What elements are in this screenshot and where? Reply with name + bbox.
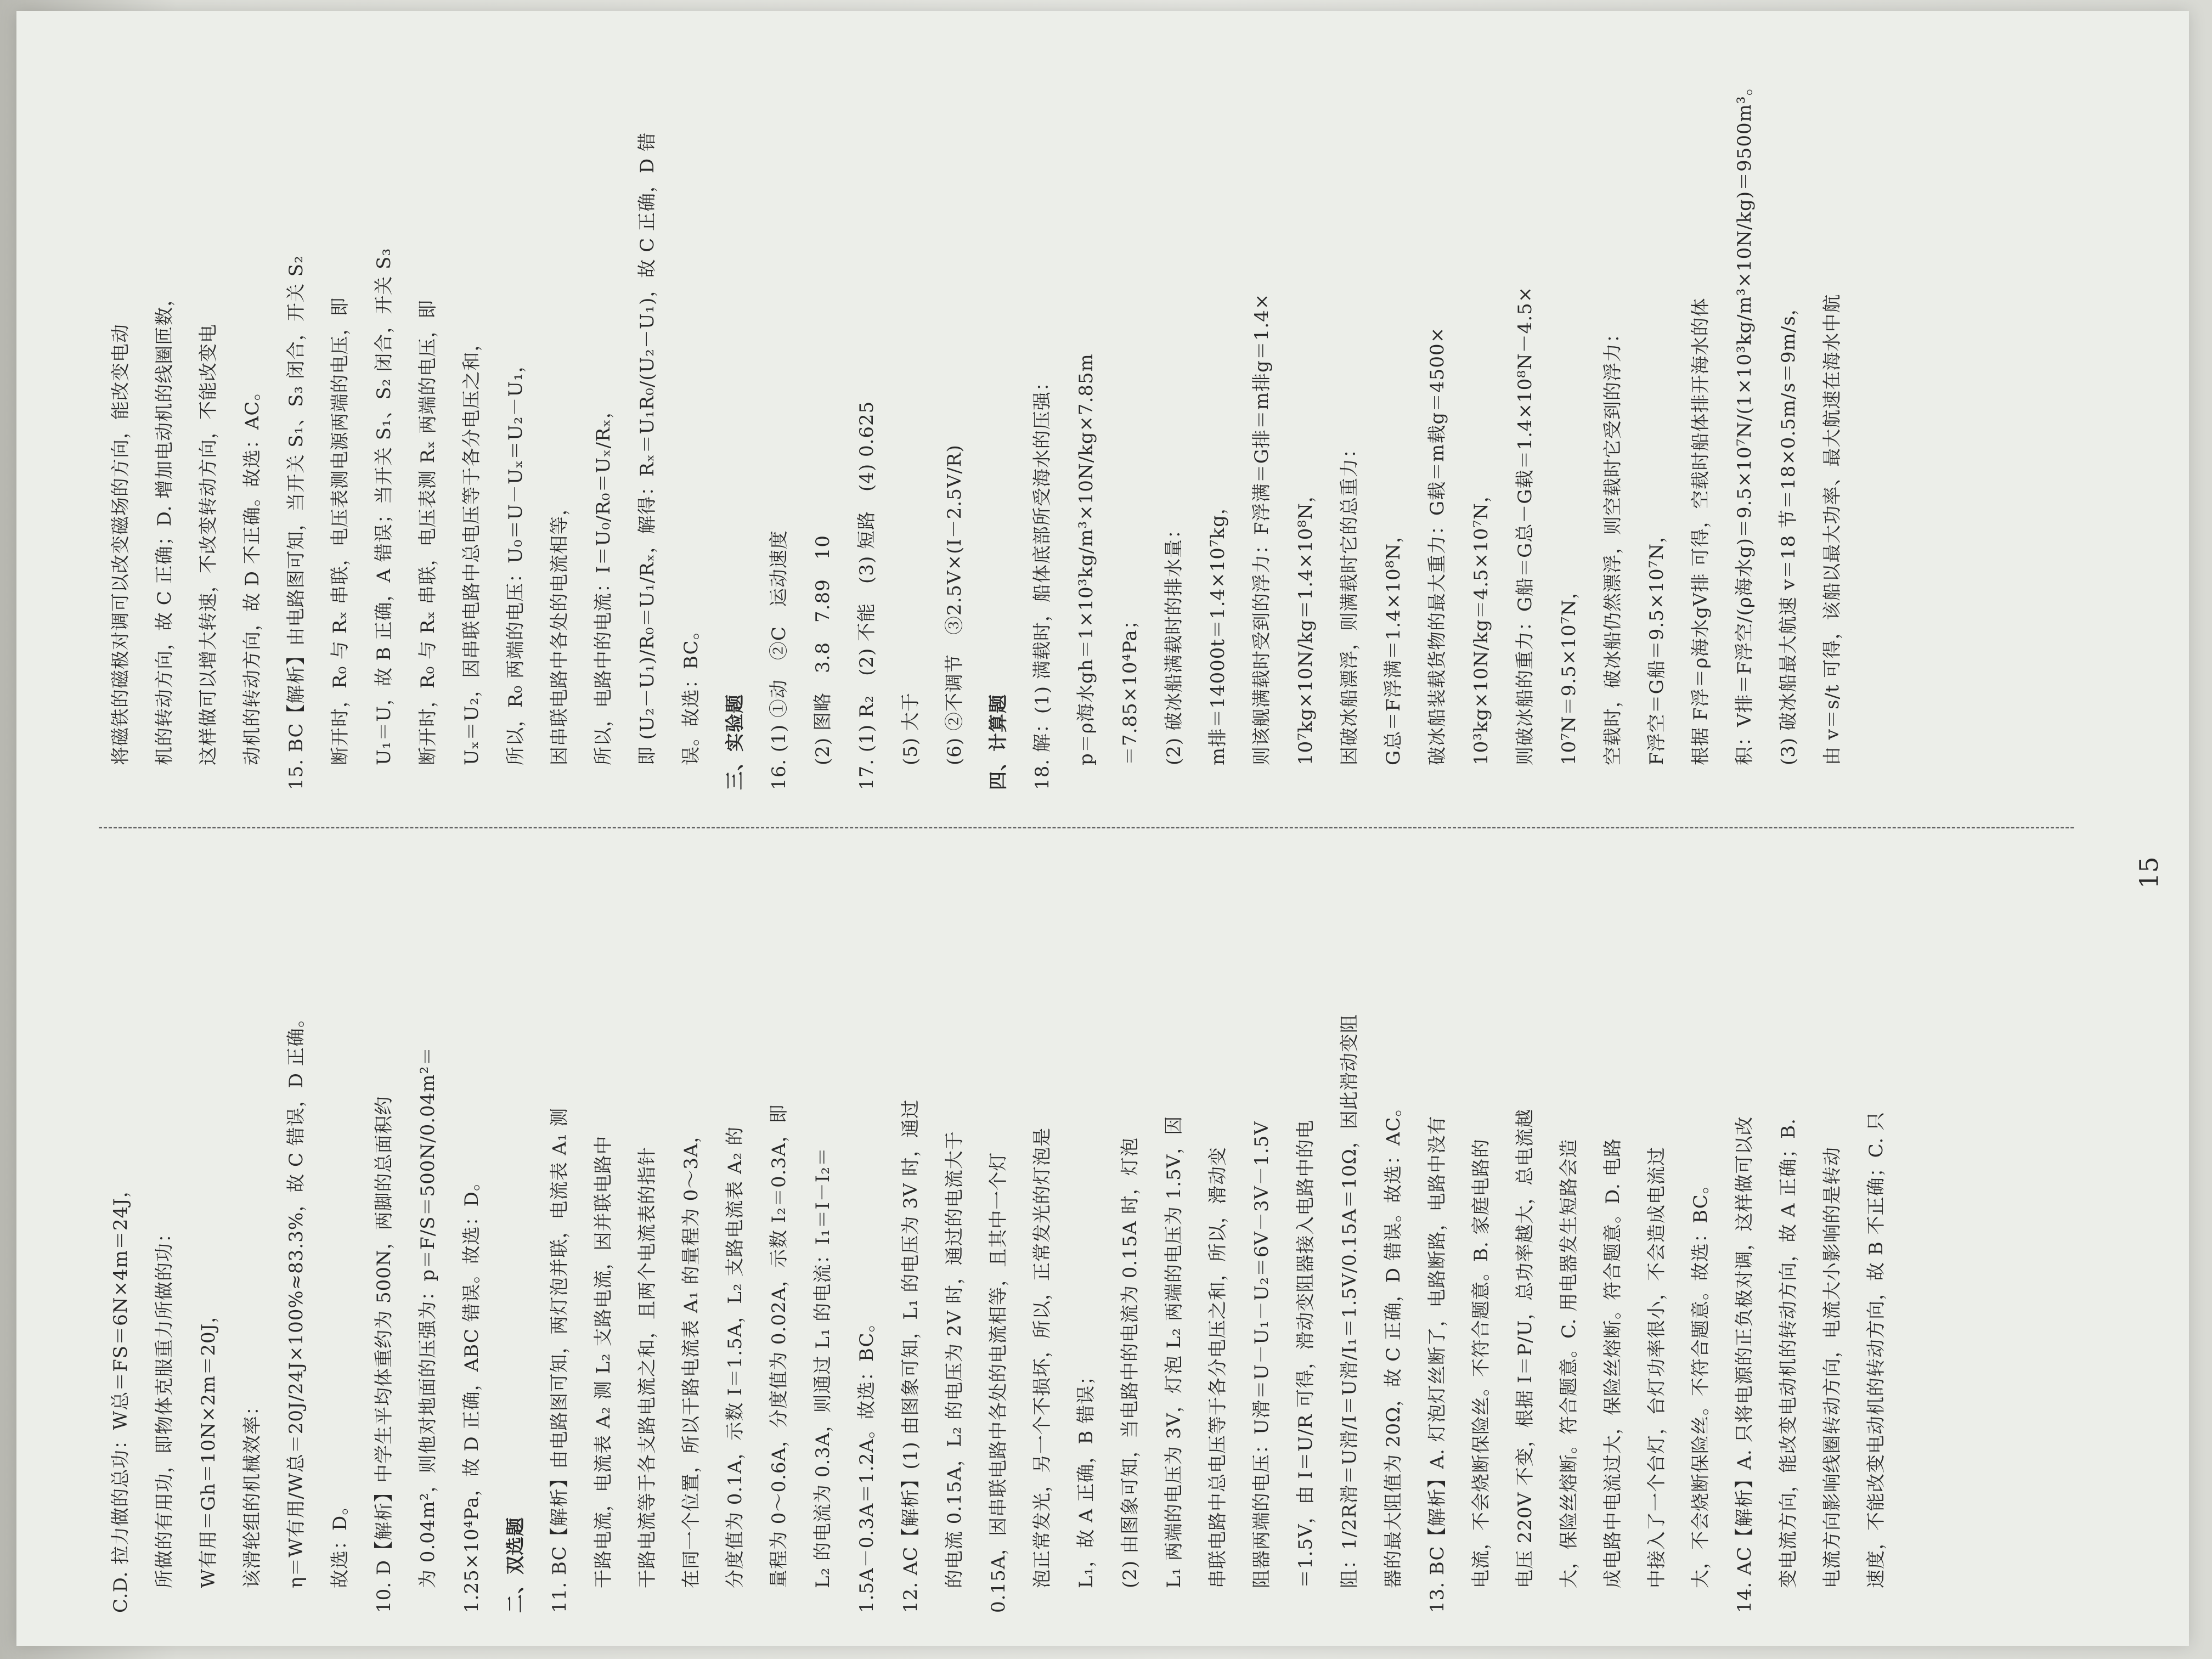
text-line: 动机的转动方向，故 D 不正确。故选：AC。 <box>241 381 263 765</box>
text-line: 大，保险丝熔断。符合题意。C. 用电器发生短路会造 <box>1558 1138 1580 1588</box>
text-line: 即 (U₂－U₁)/R₀＝U₁/Rₓ，解得：Rₓ＝U₁R₀/(U₂－U₁)，故 C 正确，D 错 <box>636 132 658 765</box>
text-line: 三、实验题 <box>724 694 746 790</box>
text-line: 泡正常发光，另一个不损坏，所以，正常发光的灯泡是 <box>1031 1127 1053 1588</box>
text-line: 电流，不会烧断保险丝。不符合题意。B. 家庭电路的 <box>1470 1138 1492 1588</box>
text-line: 器的最大阻值为 20Ω，故 C 正确，D 错误。故选：AC。 <box>1383 1097 1404 1588</box>
text-line: 18. 解：(1) 满载时，船体底部所受海水的压强： <box>1031 372 1053 790</box>
text-line: 电流方向影响线圈转动方向，电流大小影响的是转动 <box>1821 1147 1843 1588</box>
text-line: 在同一个位置，所以干路电流表 A₁ 的量程为 0～3A， <box>680 1124 702 1588</box>
text-line: 二、双选题 <box>505 1517 527 1613</box>
text-line: 10. D【解析】中学生平均体重约为 500N，两脚的总面积约 <box>373 1096 395 1613</box>
text-line: (3) 破冰船最大航速 v＝18 节＝18×0.5m/s＝9m/s， <box>1778 296 1799 765</box>
text-line: 成电路中电流过大，保险丝熔断。符合题意。D. 电路 <box>1602 1138 1624 1588</box>
left-column <box>99 856 1898 1613</box>
text-line: 1.25×10⁴Pa，故 D 正确，ABC 错误。故选：D。 <box>461 1172 483 1613</box>
text-line: 电压 220V 不变，根据 I＝P/U，总功率越大，总电流越 <box>1514 1108 1536 1588</box>
text-line: 积：V排＝F浮空/(ρ海水g)＝9.5×10⁷N/(1×10³kg/m³×10N/kg)＝9500m³。 <box>1734 76 1756 765</box>
text-line: 10⁷kg×10N/kg＝1.4×10⁸N， <box>1295 483 1317 765</box>
text-line: 所以，R₀ 两端的电压：U₀＝U－Uₓ＝U₂－U₁， <box>505 353 527 765</box>
text-line: 这样做可以增大转速，不改变转动方向，不能改变电 <box>198 324 219 765</box>
text-line: 因破冰船漂浮，则满载时它的总重力： <box>1339 439 1361 765</box>
text-line: 误。故选：BC。 <box>680 620 702 765</box>
text-line: L₂ 的电流为 0.3A，则通过 L₁ 的电流：I₁＝I－I₂＝ <box>812 1147 834 1588</box>
text-line: 大，不会烧断保险丝。不符合题意。故选：BC。 <box>1690 1175 1712 1588</box>
text-line: 该滑轮组的机械效率： <box>241 1396 263 1588</box>
text-line: 断开时，R₀ 与 Rₓ 串联，电压表测 Rₓ 两端的电压，即 <box>417 299 439 765</box>
text-line: 10³kg×10N/kg＝4.5×10⁷N， <box>1470 483 1492 765</box>
text-line: ＝7.85×10⁴Pa； <box>1119 610 1141 765</box>
text-line: 15. BC【解析】由电路图可知，当开关 S₁、S₃ 闭合，开关 S₂ <box>285 255 307 790</box>
text-line: U₁＝U，故 B 正确，A 错误；当开关 S₁、S₂ 闭合，开关 S₃ <box>373 247 395 765</box>
text-line: 干路电流等于各支路电流之和，且两个电流表的指针 <box>636 1147 658 1588</box>
text-line: 变电流方向，能改变电动机的转动方向，故 A 正确；B. <box>1778 1118 1799 1588</box>
text-line: 17. (1) R₂ (2) 不能 (3) 短路 (4) 0.625 <box>856 400 878 790</box>
text-line: F浮空＝G船＝9.5×10⁷N， <box>1646 524 1668 765</box>
text-line: 串联电路中总电压等于各分电压之和，所以，滑动变 <box>1207 1147 1229 1588</box>
text-line: p＝ρ海水gh＝1×10³kg/m³×10N/kg×7.85m <box>1075 353 1097 765</box>
text-line: 14. AC【解析】A. 只将电源的正负极对调，这样做可以改 <box>1734 1116 1756 1613</box>
text-line: 干路电流，电流表 A₂ 测 L₂ 支路电流，因并联电路中 <box>592 1135 614 1588</box>
text-line: 10⁷N＝9.5×10⁷N， <box>1558 580 1580 765</box>
text-line: 分度值为 0.1A，示数 I＝1.5A，L₂ 支路电流表 A₂ 的 <box>724 1126 746 1588</box>
text-line: 所以，电路中的电流：I＝U₀/R₀＝Uₓ/Rₓ， <box>592 399 614 765</box>
text-line: G总＝F浮满＝1.4×10⁸N， <box>1383 524 1404 765</box>
column-divider <box>99 827 2074 828</box>
text-line: 0.15A，因串联电路中各处的电流相等，且其中一个灯 <box>988 1152 1009 1613</box>
text-line: Uₓ＝U₂，因串联电路中总电压等于各分电压之和， <box>461 332 483 765</box>
text-line: (2) 由图象可知，当电路中的电流为 0.15A 时，灯泡 <box>1119 1137 1141 1588</box>
text-line: W有用＝Gh＝10N×2m＝20J， <box>198 1304 219 1588</box>
text-line: 11. BC【解析】由电路图可知，两灯泡并联，电流表 A₁ 测 <box>549 1107 571 1613</box>
text-line: (6) ②不调节 ③2.5V×(I－2.5V/R) <box>944 444 966 765</box>
text-line: C.D. 拉力做的总功：W总＝FS＝6N×4m＝24J， <box>110 1178 132 1613</box>
text-line: 的电流 0.15A，L₂ 的电压为 2V 时，通过的电流大于 <box>944 1131 966 1588</box>
text-line: ＝1.5V，由 I＝U/R 可得，滑动变阻器接入电路中的电 <box>1295 1119 1317 1588</box>
text-line: 断开时，R₀ 与 Rₓ 串联，电压表测电源两端的电压，即 <box>329 297 351 765</box>
text-line: 空载时，破冰船仍然漂浮，则空载时它受到的浮力： <box>1602 324 1624 765</box>
text-line: m排＝14000t＝1.4×10⁷kg， <box>1207 495 1229 765</box>
text-line: 阻器两端的电压：U滑＝U－U₁－U₂＝6V－3V－1.5V <box>1251 1121 1273 1588</box>
text-line: L₁ 两端的电压为 3V，灯泡 L₂ 两端的电压为 1.5V，因 <box>1163 1115 1185 1588</box>
text-line: 速度，不能改变电动机的转动方向，故 B 不正确；C. 只 <box>1865 1111 1887 1588</box>
text-line: 12. AC【解析】(1) 由图象可知，L₁ 的电压为 3V 时，通过 <box>900 1099 922 1613</box>
text-line: 则该舰满载时受到的浮力：F浮满＝G排＝m排g＝1.4× <box>1251 293 1273 765</box>
text-line: 根据 F浮＝ρ海水gV排 可得，空载时船体排开海水的体 <box>1690 297 1712 765</box>
text-line: 破冰船装载货物的最大重力：G载＝m载g＝4500× <box>1426 326 1448 765</box>
text-line: 因串联电路中各处的电流相等， <box>549 496 571 765</box>
text-line: 四、计算题 <box>988 694 1009 790</box>
text-line: 阻：1/2R滑＝U滑/I＝U滑/I₁＝1.5V/0.15A＝10Ω，因此滑动变阻 <box>1339 1014 1361 1588</box>
text-line: 中接入了一个台灯，台灯功率很小，不会造成电流过 <box>1646 1147 1668 1588</box>
text-line: 将磁铁的磁极对调可以改变磁场的方向，能改变电动 <box>110 324 132 765</box>
text-line: 为 0.04m²，则他对地面的压强为：p＝F/S＝500N/0.04m²＝ <box>417 1046 439 1588</box>
text-line: 故选：D。 <box>329 1496 351 1588</box>
text-line: 由 v＝s/t 可得，该船以最大功率、最大航速在海水中航 <box>1821 294 1843 765</box>
right-column <box>99 33 1854 790</box>
text-line: 16. (1) ①动 ②C 运动速度 <box>768 530 790 790</box>
text-line: 机的转动方向，故 C 正确；D. 增加电动机的线圈匝数， <box>154 287 176 765</box>
text-line: η＝W有用/W总＝20J/24J×100%≈83.3%，故 C 错误，D 正确。 <box>285 1008 307 1588</box>
answer-page <box>16 11 2189 1646</box>
text-line: 1.5A－0.3A＝1.2A。故选：BC。 <box>856 1313 878 1613</box>
text-line: 量程为 0～0.6A，分度值为 0.02A，示数 I₂＝0.3A，即 <box>768 1104 790 1588</box>
text-line: 所做的有用功，即物体克服重力所做的功： <box>154 1223 176 1588</box>
text-line: 则破冰船的重力：G船＝G总－G载＝1.4×10⁸N－4.5× <box>1514 286 1536 765</box>
text-line: (5) 大于 <box>900 692 922 765</box>
text-line: 13. BC【解析】A. 灯泡灯丝断了，电路断路，电路中没有 <box>1426 1115 1448 1613</box>
text-line: (2) 图略 3.8 7.89 10 <box>812 534 834 765</box>
page-number: 15 <box>2134 856 2164 889</box>
text-line: L₁，故 A 正确，B 错误； <box>1075 1365 1097 1588</box>
text-line: (2) 破冰船满载时的排水量： <box>1163 520 1185 765</box>
